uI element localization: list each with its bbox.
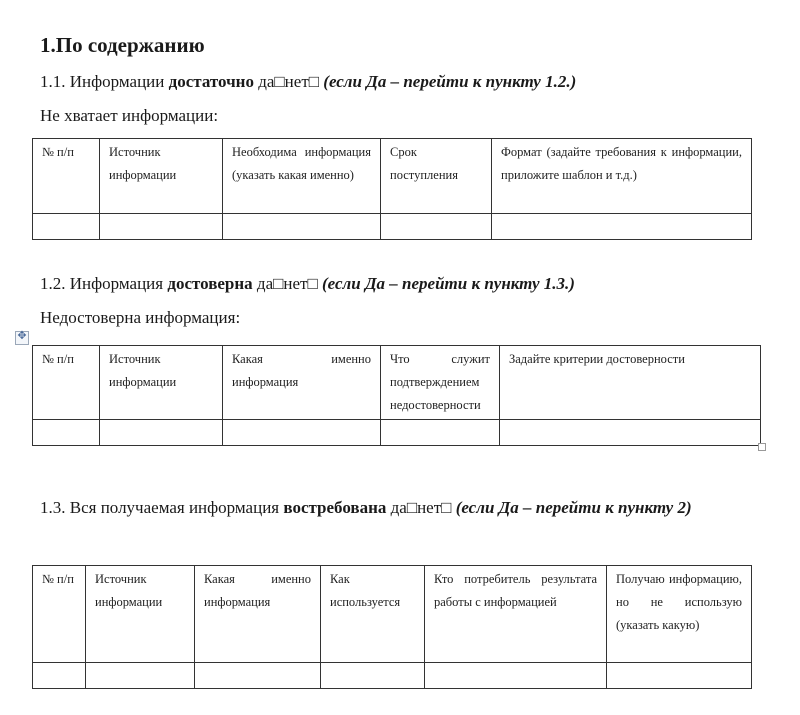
header-cell: Источник информации: [100, 346, 223, 420]
table-cell[interactable]: [100, 420, 223, 446]
table-info-usage: [32, 565, 752, 689]
table-cell[interactable]: [33, 663, 86, 689]
header-cell: № п/п: [33, 566, 86, 663]
header-cell: № п/п: [33, 346, 100, 420]
table-header-row: [33, 139, 752, 214]
question-note: (если Да – перейти к пункту 1.3.): [321, 274, 575, 293]
question-keyword: востребована: [283, 498, 387, 517]
question-prefix: 1.1. Информации: [40, 72, 169, 91]
question-1-1: [40, 72, 576, 92]
table-header-row: [33, 566, 752, 663]
table-cell[interactable]: [492, 214, 752, 240]
table-cell[interactable]: [100, 214, 223, 240]
table-1-caption: Не хватает информации:: [40, 106, 219, 125]
table-cell[interactable]: [223, 420, 381, 446]
header-cell: Получаю информацию, но не использую (указать какую): [607, 566, 752, 663]
table-cell[interactable]: [381, 214, 492, 240]
question-keyword: достоверна: [167, 274, 253, 293]
table-cell[interactable]: [195, 663, 321, 689]
move-arrows-icon: ✥: [17, 329, 27, 342]
table-unreliable-info: [32, 345, 761, 446]
table-move-handle[interactable]: [15, 331, 29, 345]
header-cell: Какая именно информация: [195, 566, 321, 663]
table-cell[interactable]: [500, 420, 761, 446]
header-cell: Какая именно информация: [223, 346, 381, 420]
header-cell: Срок поступления: [381, 139, 492, 214]
table-row: [33, 663, 752, 689]
header-cell: Источник информации: [100, 139, 223, 214]
header-cell: Что служит подтверждением недостоверности: [381, 346, 500, 420]
header-cell: Задайте критерии достоверности: [500, 346, 761, 420]
question-prefix: 1.2. Информация: [40, 274, 168, 293]
table-header-row: [33, 346, 761, 420]
section-title: 1.По содержанию: [40, 33, 205, 57]
table-cell[interactable]: [607, 663, 752, 689]
question-1-2: [40, 274, 575, 294]
question-1-3: [40, 498, 692, 518]
table-2-caption: Недостоверна информация:: [40, 308, 241, 327]
table-cell[interactable]: [425, 663, 607, 689]
table-cell[interactable]: [33, 420, 100, 446]
question-note: (если Да – перейти к пункту 2): [455, 498, 692, 517]
question-note: (если Да – перейти к пункту 1.2.): [323, 72, 577, 91]
yes-no-checkboxes[interactable]: да□нет□: [386, 498, 456, 517]
table-cell[interactable]: [381, 420, 500, 446]
header-cell: Формат (задайте требования к информации, приложите шаблон и т.д.): [492, 139, 752, 214]
yes-no-checkboxes[interactable]: да□нет□: [252, 274, 322, 293]
header-cell: № п/п: [33, 139, 100, 214]
question-prefix: 1.3. Вся получаемая информация: [40, 498, 284, 517]
yes-no-checkboxes[interactable]: да□нет□: [253, 72, 324, 91]
question-keyword: достаточно: [168, 72, 254, 91]
header-cell: Как используется: [321, 566, 425, 663]
table-resize-handle[interactable]: [758, 443, 766, 451]
table-cell[interactable]: [223, 214, 381, 240]
table-missing-info: [32, 138, 752, 240]
header-cell: Источник информации: [86, 566, 195, 663]
table-cell[interactable]: [321, 663, 425, 689]
table-row: [33, 214, 752, 240]
header-cell: Кто потребитель результата работы с информацией: [425, 566, 607, 663]
table-row: [33, 420, 761, 446]
header-cell: Необходима информация (указать какая именно): [223, 139, 381, 214]
table-cell[interactable]: [33, 214, 100, 240]
table-cell[interactable]: [86, 663, 195, 689]
